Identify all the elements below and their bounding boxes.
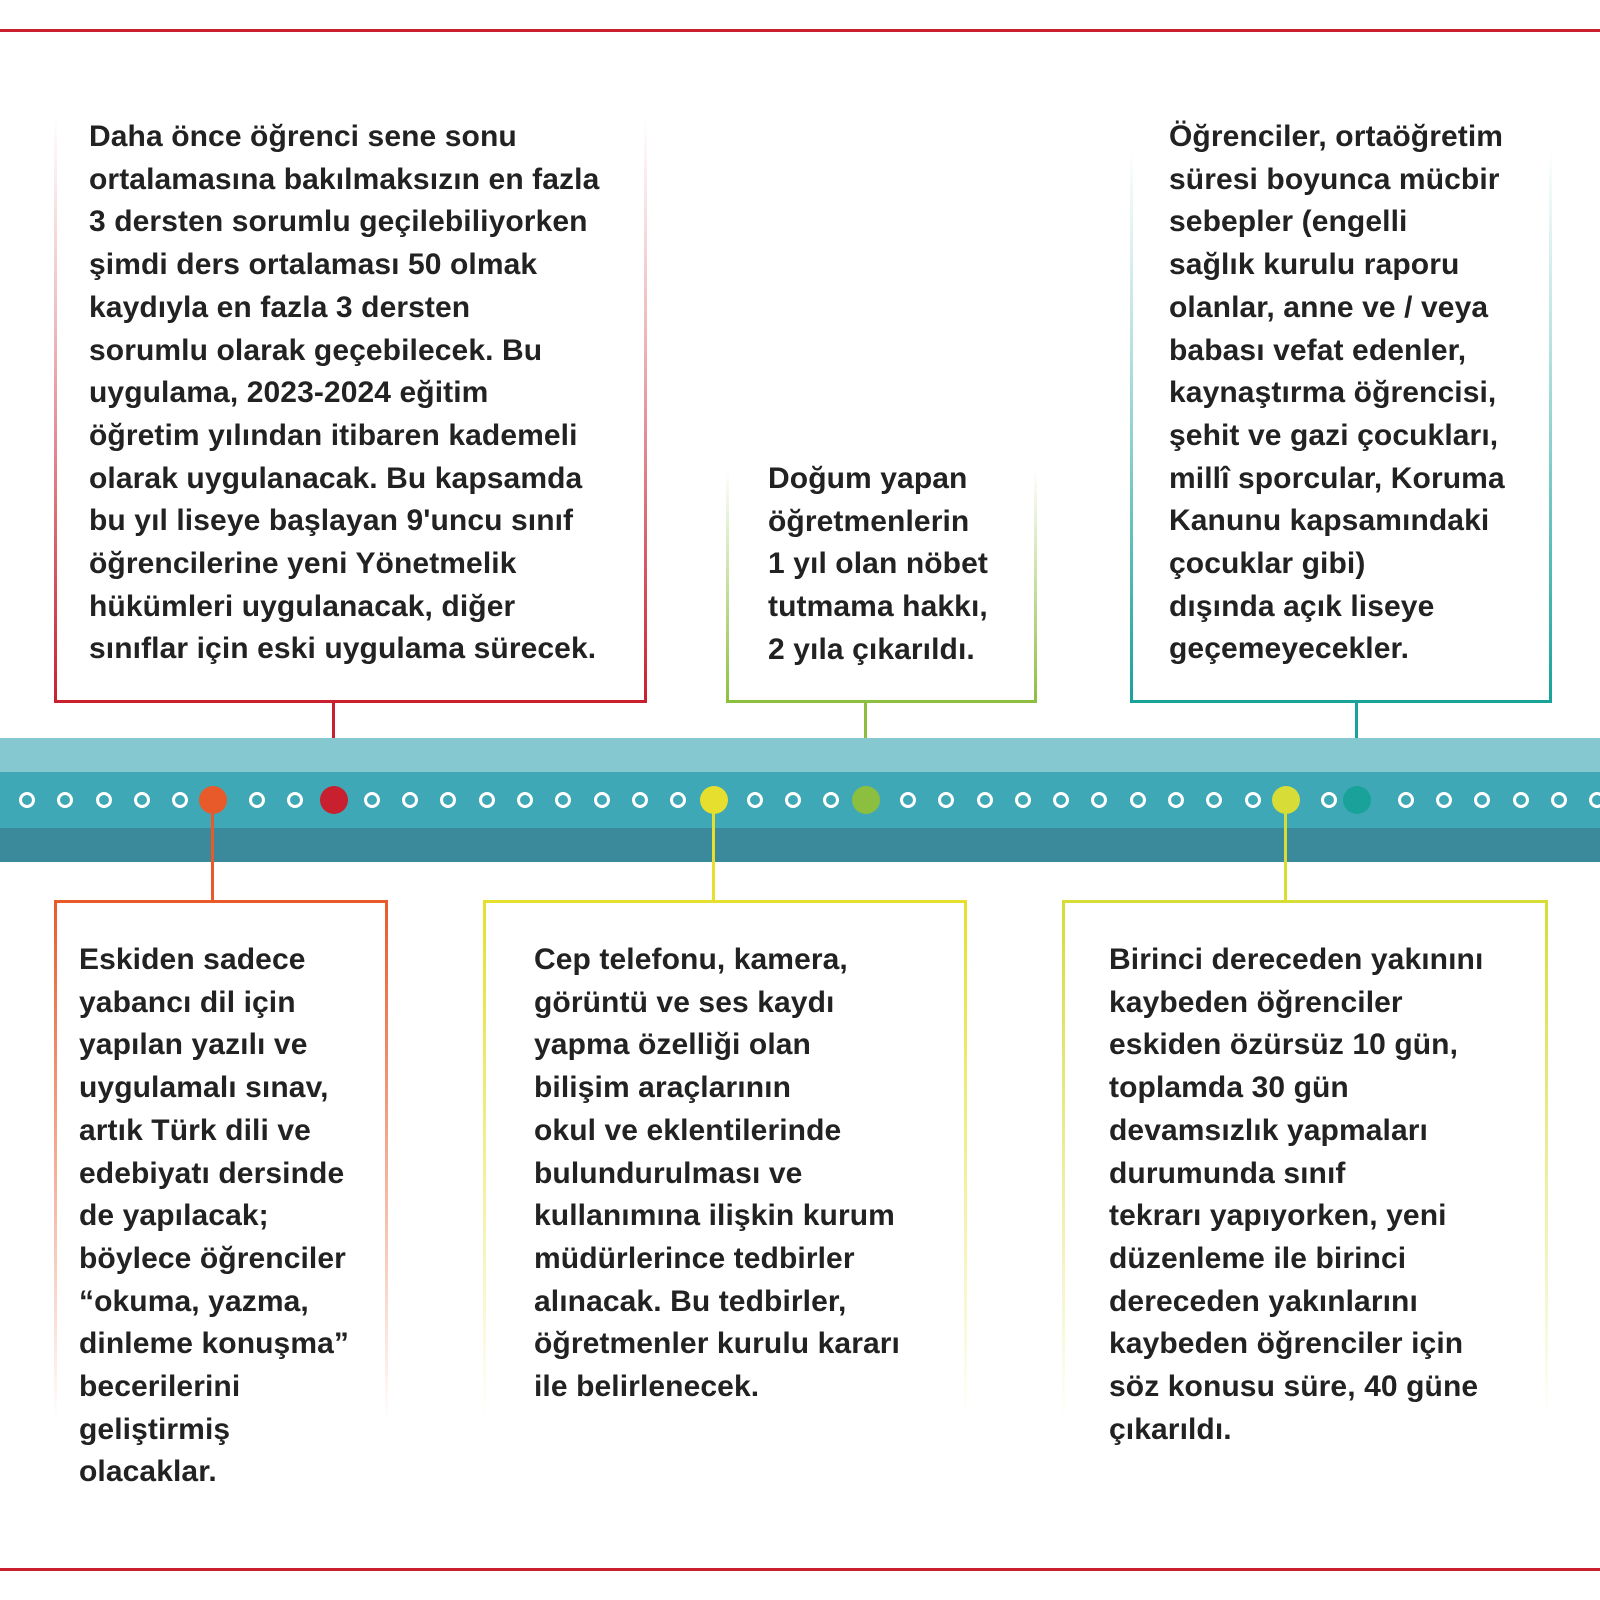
timeline-dot	[479, 792, 495, 808]
text-orange: Eskiden sadece yabancı dil için yapılan yazılı ve uygulamalı sınav, artık Türk dili ve edebiyatı dersinde de yapılacak; böylece öğrenciler “okuma, yazma, dinleme konuşma” becerilerini geliştirmiş olacaklar.	[79, 943, 350, 1489]
timeline-dot	[977, 792, 993, 808]
timeline-dot	[96, 792, 112, 808]
connector-orange	[211, 800, 214, 900]
connector-olive	[1284, 800, 1287, 900]
text-red: Daha önce öğrenci sene sonu ortalamasına bakılmaksızın en fazla 3 dersten sorumlu geçilebiliyorken şimdi ders ortalaması 50 olmak kaydıyla en fazla 3 dersten sorumlu olarak geçebilecek. Bu uygulama, 2023-2024 eğitim öğretim yılından itibaren kademeli olarak uygulanacak. Bu kapsamda bu yıl liseye başlayan 9'uncu sınıf öğrencilerine yeni Yönetmelik hükümleri uygulanacak, diğer sınıflar için eski uygulama sürecek.	[89, 120, 600, 666]
timeline-dot	[1245, 792, 1261, 808]
timeline-dot	[1130, 792, 1146, 808]
timeline-dot	[1015, 792, 1031, 808]
timeline-dot	[900, 792, 916, 808]
timeline-dot	[517, 792, 533, 808]
timeline-dot	[1436, 792, 1452, 808]
timeline-dot	[1053, 792, 1069, 808]
timeline-dot	[747, 792, 763, 808]
marker-teal	[1343, 786, 1371, 814]
timeline-dot	[1168, 792, 1184, 808]
timeline-dot	[1513, 792, 1529, 808]
bottom-rule	[0, 1568, 1600, 1571]
timeline-dot	[632, 792, 648, 808]
text-yellow: Cep telefonu, kamera, görüntü ve ses kaydı yapma özelliği olan bilişim araçlarının okul ve eklentilerinde bulundurulması ve kullanımına ilişkin kurum müdürlerince tedbirler alınacak. Bu tedbirler, öğretmenler kurulu kararı ile belirlenecek.	[534, 943, 900, 1404]
text-teal: Öğrenciler, ortaöğretim süresi boyunca mücbir sebepler (engelli sağlık kurulu raporu olanlar, anne ve / veya babası vefat edenler, kaynaştırma öğrencisi, şehit ve gazi çocukları, millî sporcular, Koruma Kanunu kapsamındaki çocuklar gibi) dışında açık liseye geçemeyecekler.	[1169, 120, 1505, 666]
timeline-dot	[785, 792, 801, 808]
timeline-dot	[364, 792, 380, 808]
timeline-dot	[402, 792, 418, 808]
timeline-dot	[134, 792, 150, 808]
top-rule	[0, 29, 1600, 32]
text-green: Doğum yapan öğretmenlerin 1 yıl olan nöbet tutmama hakkı, 2 yıla çıkarıldı.	[768, 462, 988, 666]
connector-yellow	[712, 800, 715, 900]
timeline-dot	[594, 792, 610, 808]
marker-red	[320, 786, 348, 814]
timeline-band-bottom	[0, 828, 1600, 862]
timeline-dot	[670, 792, 686, 808]
timeline-dot	[19, 792, 35, 808]
text-olive: Birinci dereceden yakınını kaybeden öğrenciler eskiden özürsüz 10 gün, toplamda 30 gün devamsızlık yapmaları durumunda sınıf tekrarı yapıyorken, yeni düzenleme ile birinci dereceden yakınlarını kaybeden öğrenciler için söz konusu süre, 40 güne çıkarıldı.	[1109, 943, 1484, 1446]
timeline-dot	[1551, 792, 1567, 808]
timeline-band-top	[0, 738, 1600, 772]
timeline-dot	[249, 792, 265, 808]
timeline-dot	[1398, 792, 1414, 808]
timeline-dot	[1589, 792, 1600, 808]
marker-green	[852, 786, 880, 814]
timeline-dot	[287, 792, 303, 808]
